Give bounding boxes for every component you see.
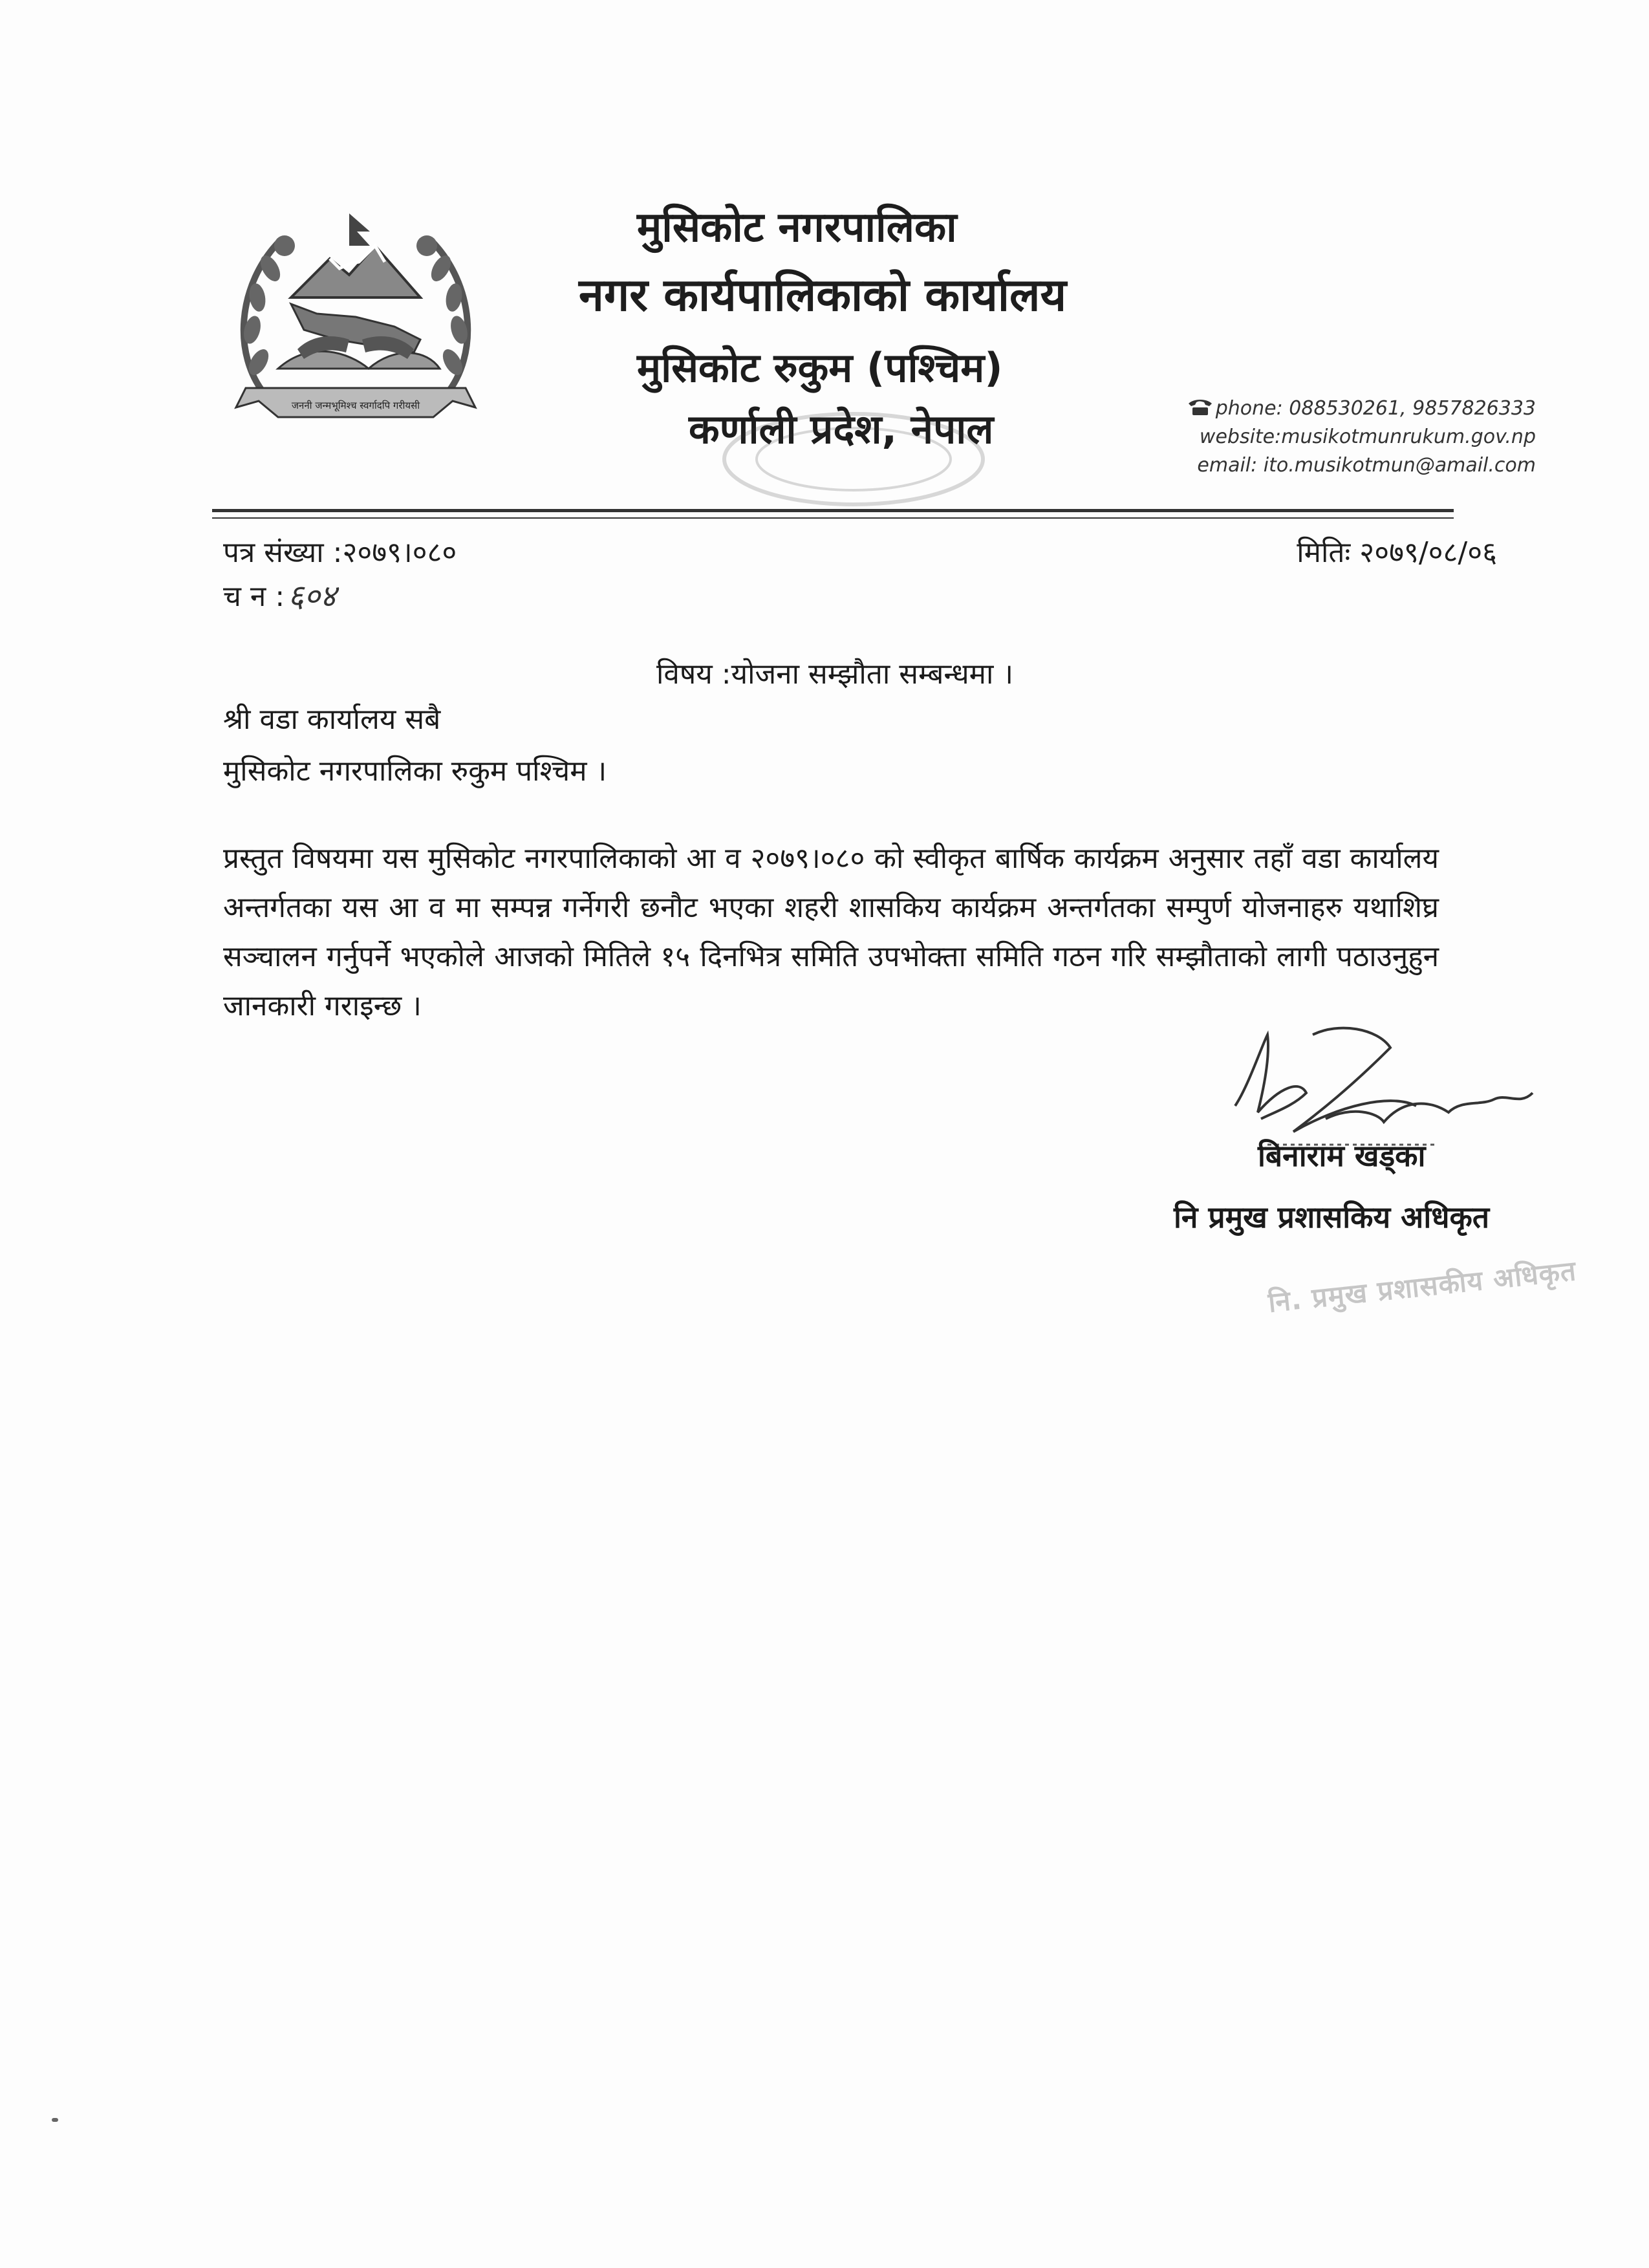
- signatory-stamp: नि. प्रमुख प्रशासकीय अधिकृत: [1266, 1255, 1578, 1319]
- contact-phone: phone: 088530261, 9857826333: [1215, 397, 1536, 420]
- telephone-icon: [1187, 396, 1213, 415]
- addressee-line-1: श्री वडा कार्यालय सबै: [223, 703, 441, 736]
- contact-email[interactable]: email: ito.musikotmun@amail.com: [1197, 454, 1536, 477]
- province-country: कर्णाली प्रदेश, नेपाल: [689, 405, 994, 453]
- office-name: नगर कार्यपालिकाको कार्यालय: [579, 268, 1067, 321]
- contact-phone-row: [1187, 394, 1536, 423]
- header-divider-thick: [212, 509, 1454, 512]
- letter-date: मितिः २०७९/०८/०६: [1297, 536, 1497, 569]
- municipality-name: मुसिकोट नगरपालिका: [637, 204, 957, 252]
- signatory-title: नि प्रमुख प्रशासकिय अधिकृत: [1174, 1200, 1490, 1235]
- header-divider-thin: [212, 517, 1454, 519]
- letter-subject: विषय :योजना सम्झौता सम्बन्धमा ।: [656, 658, 1014, 691]
- dispatch-number-label: च न :: [223, 580, 285, 613]
- signatory-name: बिनाराम खड्का: [1258, 1138, 1426, 1173]
- faint-stamp-watermark: [711, 407, 996, 511]
- contact-block: [1187, 394, 1536, 480]
- office-location: मुसिकोट रुकुम (पश्चिम): [637, 344, 1003, 391]
- dispatch-number-handwritten: ६०४: [288, 578, 336, 614]
- addressee-line-2: मुसिकोट नगरपालिका रुकुम पश्चिम ।: [223, 755, 607, 788]
- letter-reference-number: पत्र संख्या :२०७९।०८०: [223, 536, 457, 569]
- emblem-motto: जननी जन्मभूमिश्च स्वर्गादपि गरीयसी: [291, 400, 420, 411]
- contact-website[interactable]: website:musikotmunrukum.gov.np: [1199, 426, 1536, 448]
- letter-body: प्रस्तुत विषयमा यस मुसिकोट नगरपालिकाको आ व २०७९।०८० को स्वीकृत बार्षिक कार्यक्रम अनुसार तहाँ वडा कार्यालय अन्तर्गतका यस आ व मा सम्पन्न गर्नेगरी छनौट भएका शहरी शासकिय कार्यक्रम अन्तर्गतका सम्पुर्ण योजनाहरु यथाशिघ्र सञ्चालन गर्नुपर्ने भएकोले आजको मितिले १५ दिनभित्र समिति उपभोक्ता समिति गठन गरि सम्झौताको लागी पठाउनुहुन जानकारी गराइन्छ ।: [223, 842, 1439, 1022]
- nepal-emblem-icon: [220, 200, 491, 433]
- paper-speck: [52, 2118, 58, 2122]
